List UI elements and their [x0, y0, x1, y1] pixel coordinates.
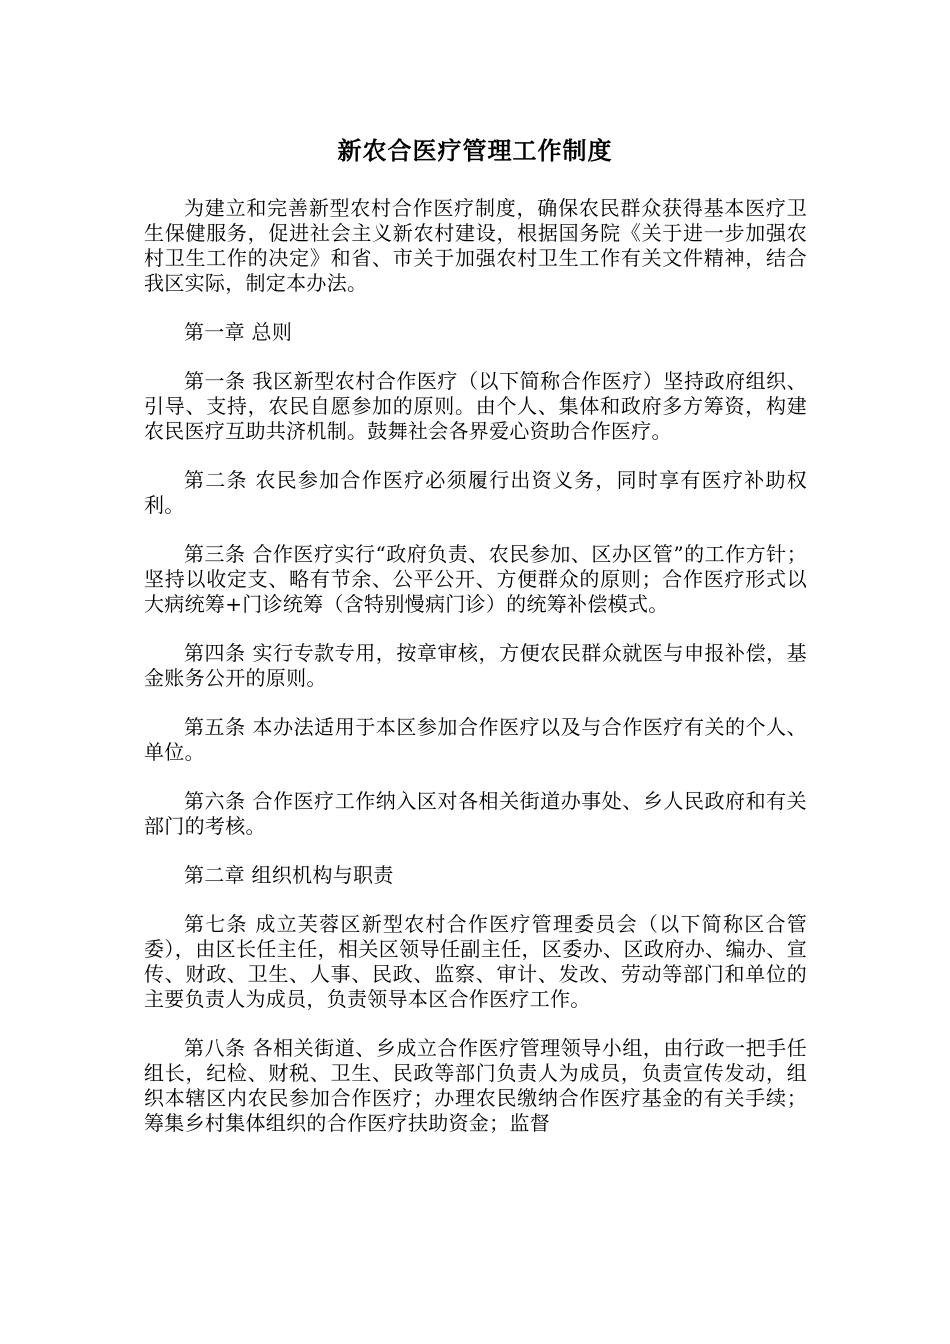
article-8: 第八条 各相关街道、乡成立合作医疗管理领导小组，由行政一把手任组长，纪检、财税、卫生、民政等部门负责人为成员，负责宣传发动，组织本辖区内农民参加合作医疗；办理农民缴纳合作医疗基金的有关手续；筹集乡村集体组织的合作医疗扶助资金；监督: [144, 1036, 807, 1135]
chapter-heading-1: 第一章 总则: [184, 320, 293, 344]
article-6: 第六条 合作医疗工作纳入区对各相关街道办事处、乡人民政府和有关部门的考核。: [144, 789, 807, 838]
document-body: [144, 196, 807, 1160]
article-3: 第三条 合作医疗实行“政府负责、农民参加、区办区管”的工作方针；坚持以收定支、略有节余、公平公开、方便群众的原则；合作医疗形式以大病统筹+门诊统筹（含特别慢病门诊）的统筹补偿模式。: [144, 542, 807, 616]
article-5: 第五条 本办法适用于本区参加合作医疗以及与合作医疗有关的个人、单位。: [144, 715, 807, 764]
article-4: 第四条 实行专款专用，按章审核，方便农民群众就医与申报补偿，基金账务公开的原则。: [144, 641, 807, 690]
document-title: 新农合医疗管理工作制度: [337, 137, 613, 165]
intro-paragraph: 为建立和完善新型农村合作医疗制度，确保农民群众获得基本医疗卫生保健服务，促进社会主义新农村建设，根据国务院《关于进一步加强农村卫生工作的决定》和省、市关于加强农村卫生工作有关文件精神，结合我区实际，制定本办法。: [144, 196, 807, 295]
article-2: 第二条 农民参加合作医疗必须履行出资义务，同时享有医疗补助权利。: [144, 468, 807, 517]
chapter-heading-2: 第二章 组织机构与职责: [184, 863, 394, 887]
article-1: 第一条 我区新型农村合作医疗（以下简称合作医疗）坚持政府组织、引导、支持，农民自愿参加的原则。由个人、集体和政府多方筹资，构建农民医疗互助共济机制。鼓舞社会各界爱心资助合作医疗。: [144, 369, 807, 443]
article-7: 第七条 成立芙蓉区新型农村合作医疗管理委员会（以下简称区合管委），由区长任主任，相关区领导任副主任，区委办、区政府办、编办、宣传、财政、卫生、人事、民政、监察、审计、发改、劳动等部门和单位的主要负责人为成员，负责领导本区合作医疗工作。: [144, 912, 807, 1011]
